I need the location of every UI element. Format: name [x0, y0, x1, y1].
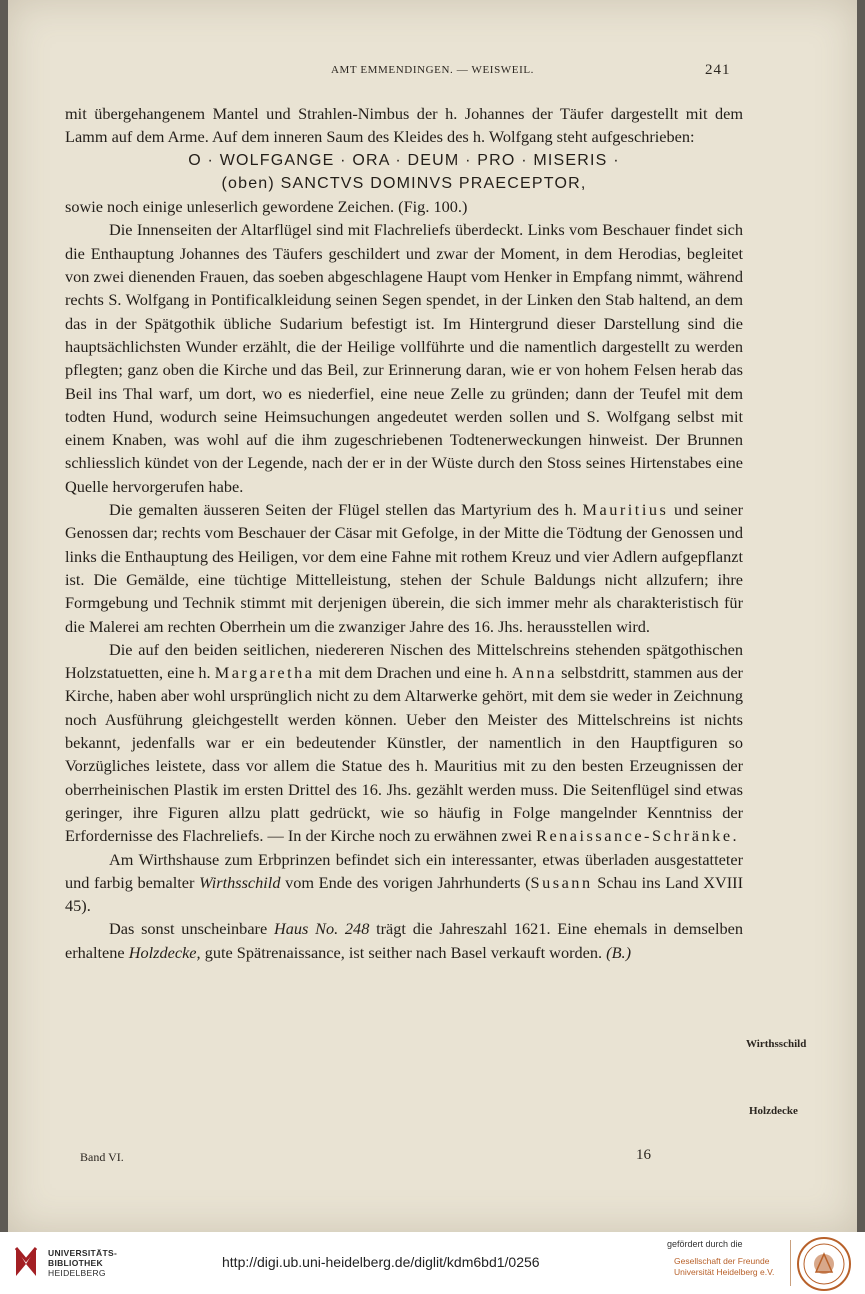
italic-term: Wirthsschild [199, 872, 281, 892]
sponsor-name-line: Gesellschaft der Freunde [674, 1256, 770, 1266]
text-run: Die auf den beiden seitlichen, niedereren Nischen des Mittelschreins stehenden spätgothischen Holzstatuetten, eine h. [65, 639, 743, 683]
text-run: trägt die Jahreszahl 1621. Eine ehemals in demselben erhaltene [65, 919, 744, 962]
paragraph [65, 638, 743, 848]
inscription-line: O · WOLFGANGE · ORA · DEUM · PRO · MISERIS · [188, 151, 620, 169]
text-run: und seiner Genossen dar; rechts vom Beschauer der Cäsar mit Gefolge, in der Mitte die Tödtung der Genossen und links die Enthauptung des Heiligen, vor dem eine Fahne mit rothem Kreuz und vier Adlern aufgepflanzt ist. Die Gemälde, eine tüchtige Mittelleistung, stehen der Schule Baldungs nicht allzufern; ihre Formgebung und Technik stimmt mit derjenigen überein, die sich immer mehr als charakteristisch für die Malerei am rechten Oberrhein um die zwanziger Jahre des 16. Jhs. herausstellen wird. [65, 500, 743, 636]
text-run: gute Spätrenaissance, ist seither nach Basel verkauft worden. [204, 942, 603, 962]
text-run: vom Ende des vorigen Jahrhunderts ( [285, 872, 531, 892]
italic-term: Holzdecke, [128, 942, 201, 962]
funded-by-label: gefördert durch die [667, 1239, 743, 1249]
sponsor-name-line: Universität Heidelberg e.V. [674, 1267, 775, 1277]
library-name [48, 1248, 117, 1278]
paragraph: Die Innenseiten der Altarflügel sind mit Flachreliefs überdeckt. Links vom Beschauer findet sich die Enthauptung Johannes des Täufers geschildert und zwar der Moment, in dem Herodias, begleitet von zwei dienenden Frauen, das soeben abgeschlagene Haupt vom Henker in Empfang nimmt, während rechts S. Wolfgang in Pontificalkleidung seinen Segen spendet, in der Linken den Stab haltend, an dem das in der Spätgothik übliche Sudarium befestigt ist. Im Hintergrund dieser Darstellung sind die hauptsächlichsten Wunder erzählt, die der Heilige vollführte und die namentlich dargestellt zu werden pflegten; ganz oben die Kirche und das Beil, zur Erinnerung daran, wie er von hohem Felsen herab das Beil ins Thal warf, um dort, wo es niederfiel, eine neue Zelle zu gründen; dann der Teufel mit dem todten Hund, wodurch seine Heimsuchungen angedeutet werden sollen und S. Wolfgang selbst mit einem Knaben, was wohl auf die ihm zugeschriebenen Todtenerweckungen hinweist. Der Brunnen schliesslich kündet von der Legende, nach der er in der Wüste durch den Stoss seines Hirtenstabes eine Quelle hervorgerufen habe. [65, 220, 743, 496]
signature-mark: 16 [636, 1147, 651, 1163]
spaced-name: Margaretha [214, 663, 315, 683]
italic-term: (B.) [606, 942, 632, 962]
paragraph [65, 848, 743, 918]
sponsor-name [674, 1256, 774, 1278]
volume-label: Band VI. [80, 1150, 124, 1164]
text-run: Das sonst unscheinbare [109, 919, 268, 939]
scanned-page [8, 0, 857, 1232]
paragraph: sowie noch einige unleserlich gewordene Zeichen. (Fig. 100.) [65, 197, 468, 217]
running-title: AMT EMMENDINGEN. — WEISWEIL. [330, 64, 535, 76]
spaced-name: Susann [530, 872, 593, 892]
paragraph: mit übergehangenem Mantel und Strahlen-Nimbus der h. Johannes der Täufer dargestellt mit dem Lamm auf dem Arme. Auf dem inneren Saum des Kleides des h. Wolfgang steht aufgeschrieben: [65, 104, 743, 147]
spaced-name: Mauritius [582, 500, 669, 520]
library-name-line: UNIVERSITÄTS- [48, 1248, 118, 1258]
viewer-footer-bar [0, 1232, 865, 1294]
paragraph [65, 498, 743, 638]
library-name-line: BIBLIOTHEK [48, 1258, 103, 1268]
university-seal-icon [796, 1236, 852, 1292]
margin-note: Wirthsschild [746, 1038, 807, 1050]
permalink-url[interactable]: http://digi.ub.uni-heidelberg.de/diglit/kdm6bd1/0256 [222, 1254, 540, 1270]
inscription-line: (oben) SANCTVS DOMINVS PRAECEPTOR, [221, 174, 587, 192]
text-run: Die gemalten äusseren Seiten der Flügel stellen das Martyrium des h. [109, 500, 577, 520]
university-library-logo-icon [12, 1244, 40, 1280]
text-run: selbstdritt, stammen aus der Kirche, haben aber wohl ursprünglich nicht zu dem Altarwerke gehört, mit dem sie weder in Zeichnung noch Ausführung gleichgestellt werden können. Ueber den Meister des Mittelschreins ist nichts bekannt, jedenfalls war er ein bedeutender Künstler, der namentlich in den Hauptfiguren so Vorzügliches leistete, dass vor allem die Statue des h. Mauritius mit zu den besten Erzeugnissen der oberrheinischen Plastik im ersten Drittel des 16. Jhs. gezählt werden muss. Die Seitenflügel sind etwas geringer, ihre Figuren allzu platt gedrückt, wie so häufig in Folge mangelnder Kenntniss der Erfordernisse des Flachreliefs. — In der Kirche noch zu erwähnen zwei [65, 663, 743, 846]
spaced-name: Renaissance-Schränke. [536, 826, 740, 846]
library-name-line: HEIDELBERG [48, 1268, 106, 1278]
page-number: 241 [705, 62, 731, 78]
text-run: Schau ins Land XVIII 45). [65, 872, 744, 916]
margin-note: Holzdecke [749, 1105, 798, 1117]
italic-term: Haus No. 248 [273, 919, 370, 939]
divider [790, 1240, 791, 1286]
body-text [65, 102, 743, 964]
text-run: Am Wirthshause zum Erbprinzen befindet sich ein interessanter, etwas überladen ausgestatteter und farbig bemalter [65, 849, 743, 892]
spaced-name: Anna [511, 663, 558, 683]
text-run: mit dem Drachen und eine h. [318, 663, 508, 683]
running-header [8, 60, 857, 80]
paragraph [65, 917, 743, 964]
page-footer [8, 1147, 857, 1170]
